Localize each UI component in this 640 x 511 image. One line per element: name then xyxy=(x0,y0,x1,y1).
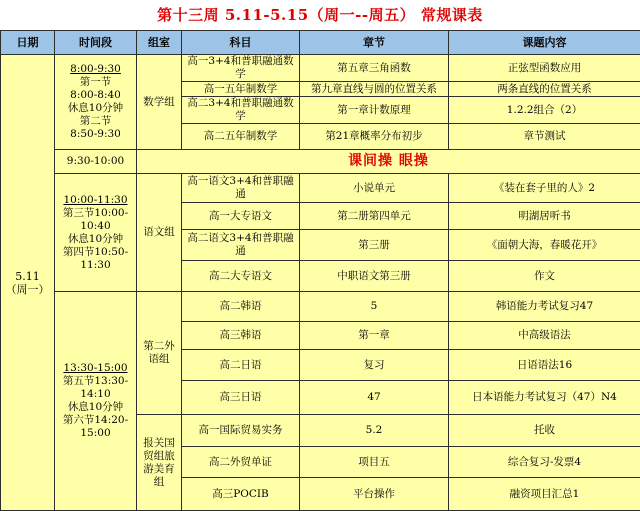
table-row xyxy=(1,292,640,322)
content-cell: 融资项目汇总1 xyxy=(449,478,640,511)
chapter-cell: 小说单元 xyxy=(300,174,449,203)
chapter-cell: 第三册 xyxy=(300,230,449,261)
date-cell xyxy=(1,55,55,511)
table-row xyxy=(1,174,640,203)
subject-cell: 高二大专语文 xyxy=(182,261,300,292)
subject-cell: 高二日语 xyxy=(182,350,300,381)
subject-cell: 高二韩语 xyxy=(182,292,300,322)
time-line: 第四节10:50- xyxy=(62,245,129,258)
time-range: 8:00-9:30 xyxy=(70,63,121,75)
time-line: 第二节 xyxy=(79,115,112,127)
content-cell: 《面朝大海，春暖花开》 xyxy=(449,230,640,261)
chapter-cell: 47 xyxy=(300,381,449,415)
page-title: 第十三周 5.11-5.15（周一--周五） 常规课表 xyxy=(0,0,640,30)
time-line: 第一节 xyxy=(79,76,112,88)
chapter-cell: 5 xyxy=(300,292,449,322)
chapter-cell: 第21章概率分布初步 xyxy=(300,124,449,150)
header-row xyxy=(1,31,640,55)
chapter-cell: 第九章直线与圆的位置关系 xyxy=(300,82,449,97)
chapter-cell: 中职语文第三册 xyxy=(300,261,449,292)
subject-cell: 高一五年制数学 xyxy=(182,82,300,97)
subject-cell: 高三POCIB xyxy=(182,478,300,511)
time-cell-am2 xyxy=(55,174,137,292)
chapter-cell: 第五章三角函数 xyxy=(300,55,449,82)
chapter-cell: 复习 xyxy=(300,350,449,381)
time-cell-pm xyxy=(55,292,137,511)
time-range: 10:00-11:30 xyxy=(63,193,128,206)
subject-cell: 高三日语 xyxy=(182,381,300,415)
subject-cell: 高一3+4和普职融通数学 xyxy=(182,55,300,82)
header-time: 时间段 xyxy=(55,31,137,55)
time-line: 15:00 xyxy=(80,427,111,439)
table-row xyxy=(1,55,640,82)
chapter-cell: 第二册第四单元 xyxy=(300,203,449,230)
subject-cell: 高二3+4和普职融通数学 xyxy=(182,97,300,124)
header-group: 组室 xyxy=(137,31,182,55)
subject-cell: 高二外贸单证 xyxy=(182,447,300,478)
chapter-cell: 5.2 xyxy=(300,415,449,447)
date-weekday: （周一） xyxy=(5,282,50,296)
group-cell: 数学组 xyxy=(137,55,182,150)
time-range: 13:30-15:00 xyxy=(63,362,128,374)
time-line: 第三节10:00- xyxy=(62,206,129,219)
content-cell: 两条直线的位置关系 xyxy=(449,82,640,97)
break-label: 课间操 眼操 xyxy=(137,150,640,174)
time-line: 10:40 xyxy=(80,219,111,232)
time-line: 8:50-9:30 xyxy=(70,128,121,140)
time-line: 8:00-8:40 xyxy=(70,89,121,101)
subject-cell: 高二五年制数学 xyxy=(182,124,300,150)
group-cell: 语文组 xyxy=(137,174,182,292)
content-cell: 托收 xyxy=(449,415,640,447)
subject-cell: 高一国际贸易实务 xyxy=(182,415,300,447)
content-cell: 《装在套子里的人》2 xyxy=(449,174,640,203)
content-cell: 综合复习-发票4 xyxy=(449,447,640,478)
content-cell: 正弦型函数应用 xyxy=(449,55,640,82)
header-content: 课题内容 xyxy=(449,31,640,55)
header-chapter: 章节 xyxy=(300,31,449,55)
break-row xyxy=(1,150,640,174)
chapter-cell: 平台操作 xyxy=(300,478,449,511)
group-cell: 报关国贸组旅游美育组 xyxy=(137,415,182,511)
subject-cell: 高三韩语 xyxy=(182,322,300,350)
content-cell: 明湖居听书 xyxy=(449,203,640,230)
content-cell: 日语语法16 xyxy=(449,350,640,381)
time-line: 第六节14:20- xyxy=(62,414,129,426)
time-line: 休息10分钟 xyxy=(67,102,124,114)
time-line: 休息10分钟 xyxy=(67,232,124,245)
content-cell: 作文 xyxy=(449,261,640,292)
header-date: 日期 xyxy=(1,31,55,55)
content-cell: 中高级语法 xyxy=(449,322,640,350)
content-cell: 1.2.2组合（2） xyxy=(449,97,640,124)
chapter-cell: 第一章 xyxy=(300,322,449,350)
chapter-cell: 第一章计数原理 xyxy=(300,97,449,124)
subject-cell: 高二语文3+4和普职融通 xyxy=(182,230,300,261)
date-day: 5.11 xyxy=(15,269,40,283)
time-line: 第五节13:30- xyxy=(62,375,129,387)
time-cell-am1 xyxy=(55,55,137,150)
group-cell: 第二外语组 xyxy=(137,292,182,415)
header-subject: 科目 xyxy=(182,31,300,55)
chapter-cell: 项目五 xyxy=(300,447,449,478)
time-line: 休息10分钟 xyxy=(67,401,124,413)
subject-cell: 高一语文3+4和普职融通 xyxy=(182,174,300,203)
time-line: 11:30 xyxy=(80,258,111,271)
schedule-table xyxy=(0,30,640,511)
content-cell: 章节测试 xyxy=(449,124,640,150)
subject-cell: 高一大专语文 xyxy=(182,203,300,230)
time-line: 14:10 xyxy=(80,388,111,400)
break-time: 9:30-10:00 xyxy=(55,150,137,174)
content-cell: 日本语能力考试复习（47）N4 xyxy=(449,381,640,415)
content-cell: 韩语能力考试复习47 xyxy=(449,292,640,322)
